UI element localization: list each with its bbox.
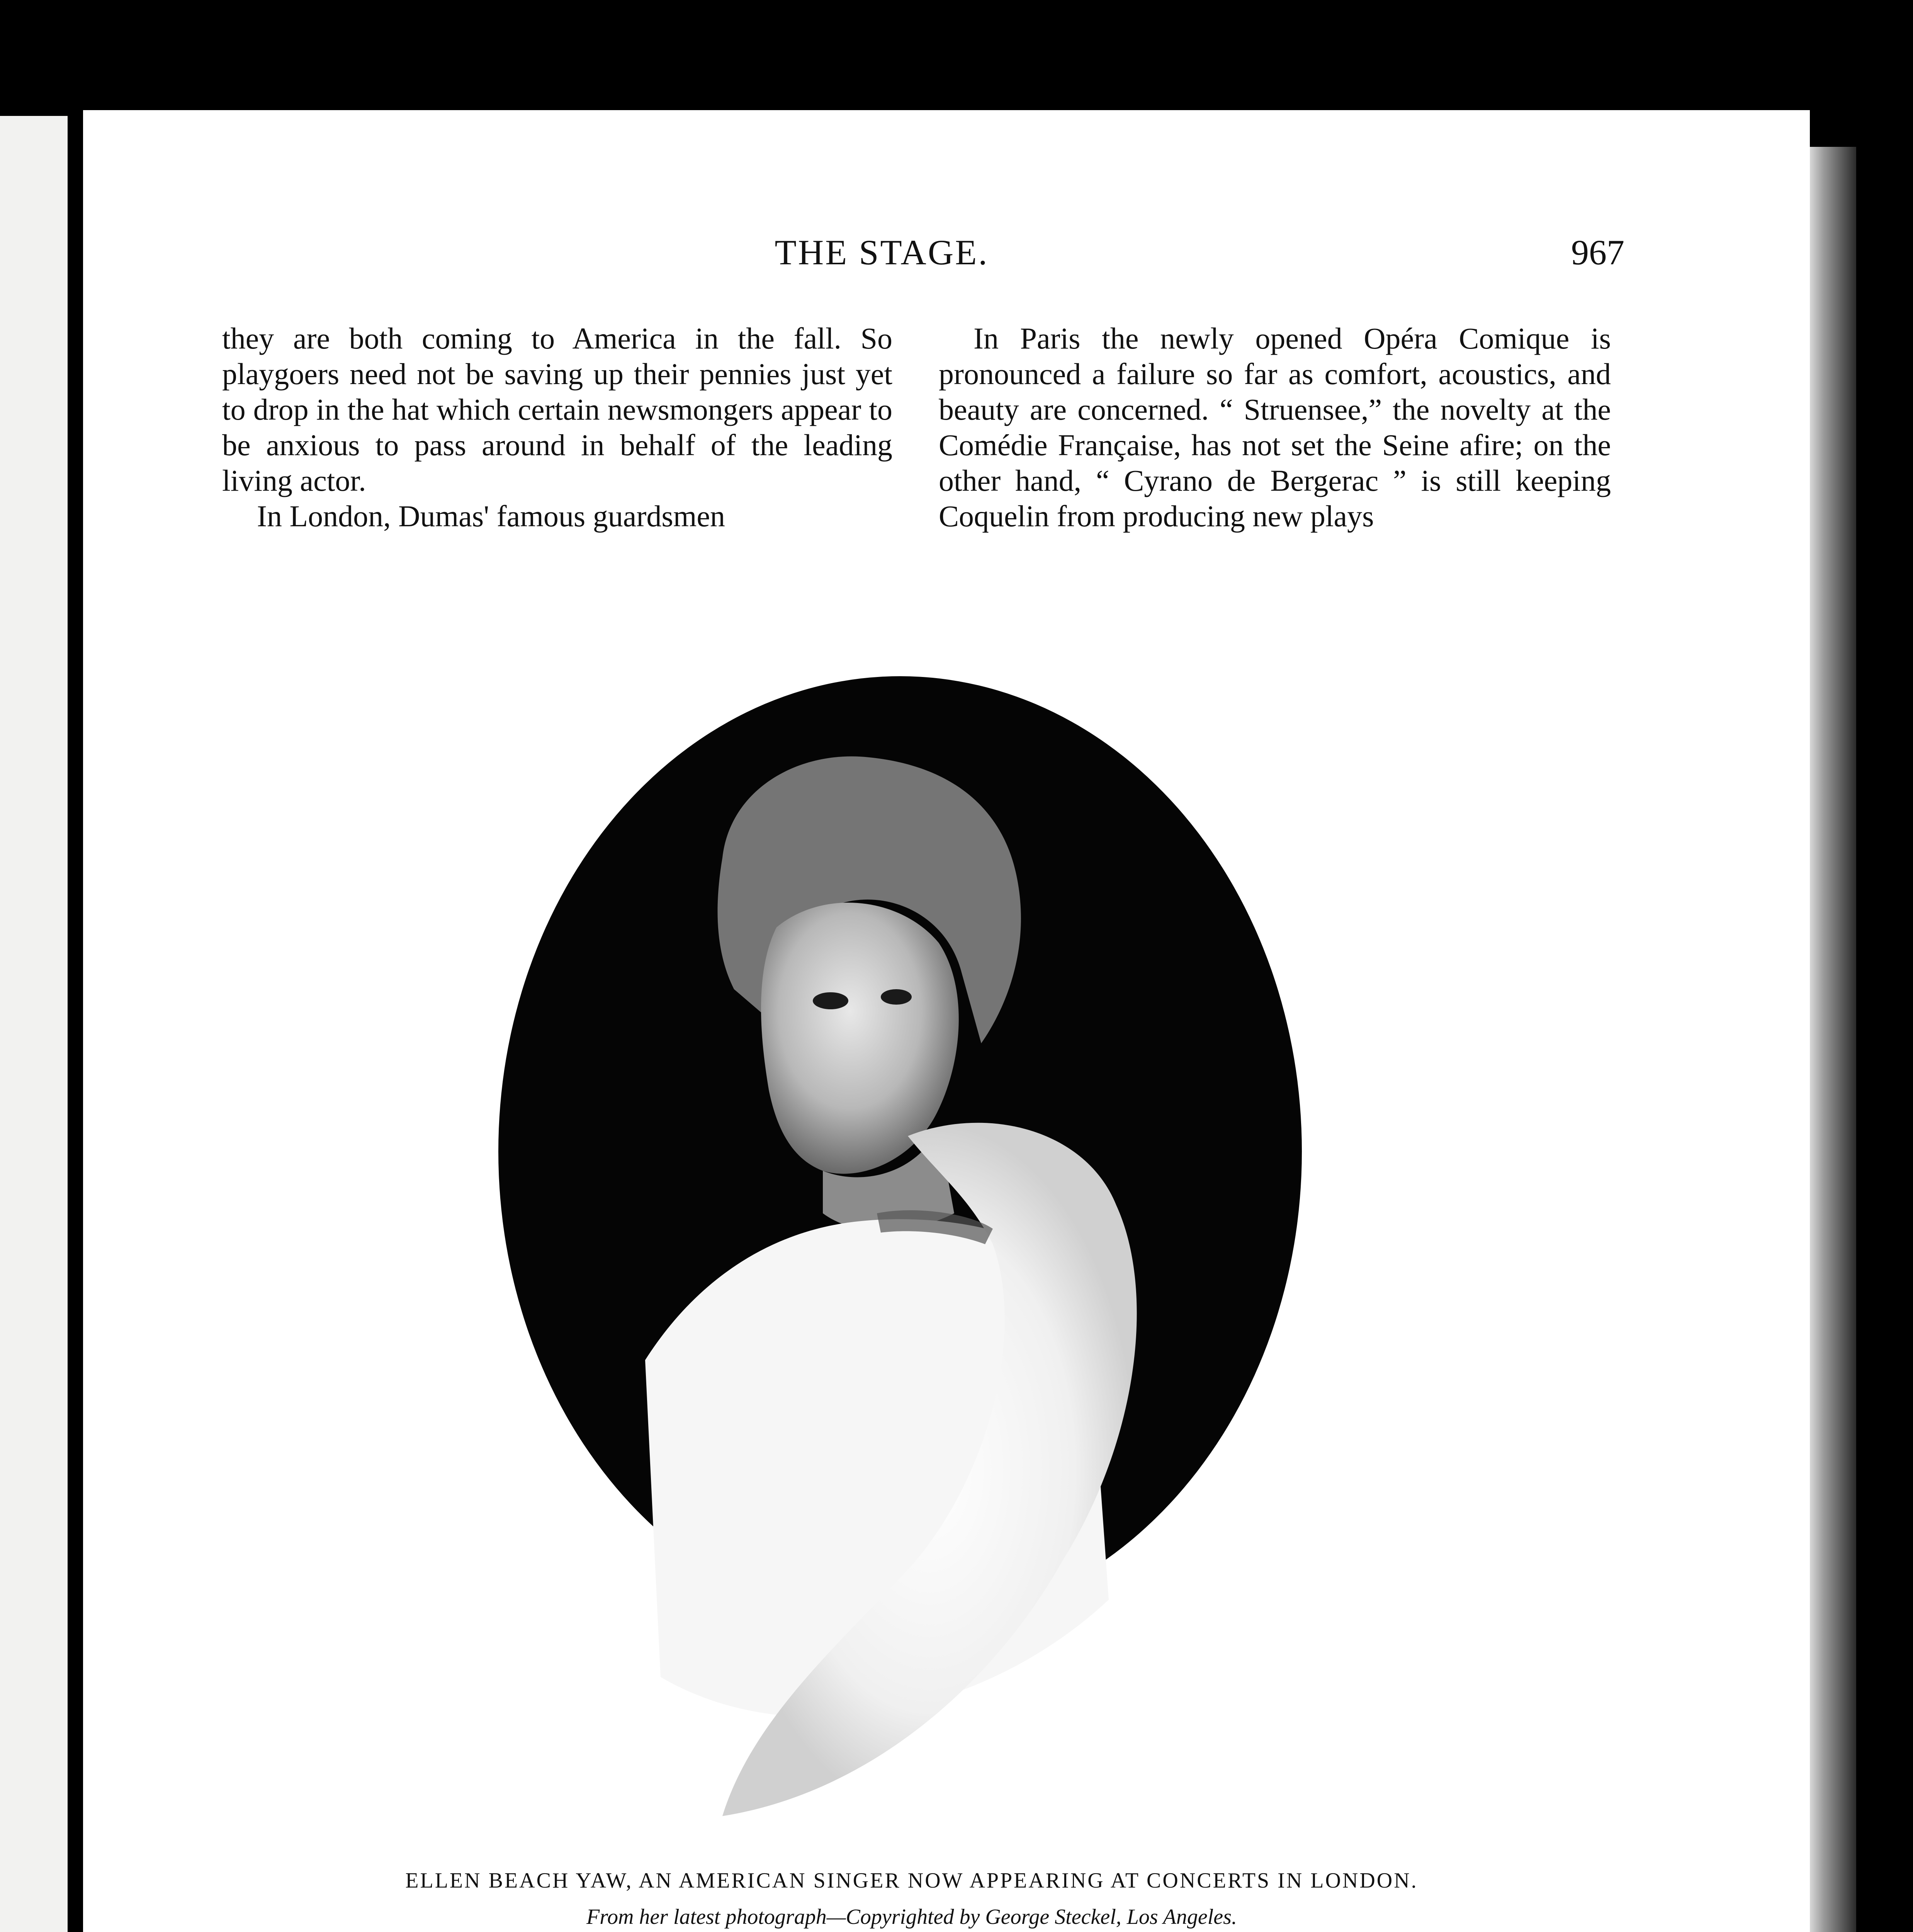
right-page-edge xyxy=(1810,147,1856,1932)
eye xyxy=(813,992,848,1009)
paragraph: they are both coming to America in the fall. So playgoers need not be saving up their pennies just yet to drop in the hat which certain newsmongers appear to be anxious to pass around in behalf of the leading living actor. xyxy=(222,321,892,497)
eye xyxy=(881,989,912,1005)
book-gutter xyxy=(68,112,83,1932)
running-title: THE STAGE. xyxy=(775,233,989,272)
paragraph: In Paris the newly opened Opéra Comique is pronounced a failure so far as comfort, acoustics, and beauty are concerned. “ Struensee,” the novelty at the Comédie Française, has not set the Seine afire; on the other hand, “ Cyrano de Bergerac ” is still keeping Coquelin from producing new plays xyxy=(939,321,1611,533)
top-right-column xyxy=(939,321,1611,534)
caption-credit: From her latest photograph—Copyrighted by George Steckel, Los Angeles. xyxy=(586,1905,1237,1929)
portrait-photograph xyxy=(483,672,1352,1859)
paragraph: In London, Dumas' famous guardsmen xyxy=(257,499,725,533)
left-page-edge xyxy=(0,116,68,1932)
page-number: 967 xyxy=(1571,233,1624,272)
caption-title: ELLEN BEACH YAW, AN AMERICAN SINGER NOW APPEARING AT CONCERTS IN LONDON. xyxy=(405,1869,1418,1893)
page-header xyxy=(139,232,1624,286)
top-left-column xyxy=(222,321,892,534)
figure-caption xyxy=(216,1868,1607,1929)
